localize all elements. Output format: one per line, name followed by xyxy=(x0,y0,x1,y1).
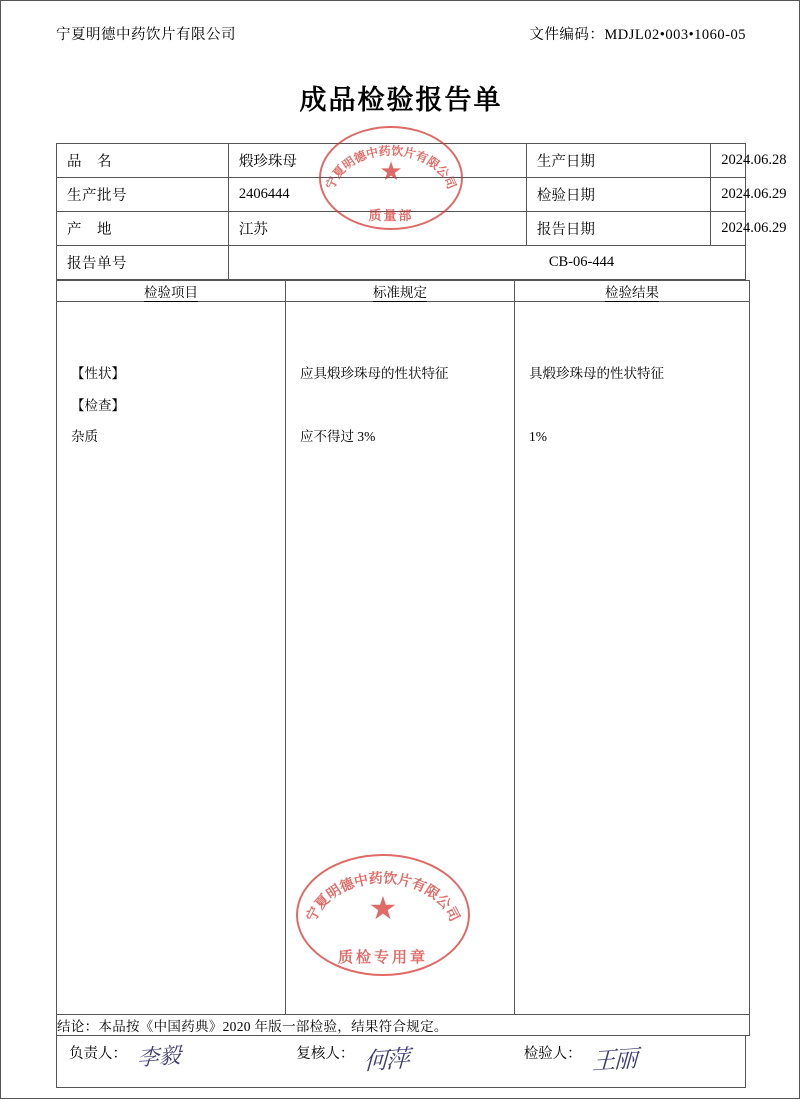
product-name-value: 煅珍珠母 xyxy=(228,144,526,178)
doc-code-label: 文件编码： xyxy=(529,27,605,43)
star-icon: ★ xyxy=(368,889,398,926)
production-date-label: 生产日期 xyxy=(526,144,710,178)
batch-value: 2406444 xyxy=(228,178,526,212)
star-icon: ★ xyxy=(379,157,403,186)
table-row xyxy=(57,144,746,178)
inspect-date-value: 2024.06.29 xyxy=(711,178,746,212)
results-values-cell xyxy=(515,302,750,1015)
origin-value: 江苏 xyxy=(228,212,526,246)
product-name-label-text: 品 名 xyxy=(67,154,112,170)
info-table xyxy=(56,143,787,280)
inspect-date-label: 检验日期 xyxy=(526,178,710,212)
results-col-standard-header: 标准规定 xyxy=(286,281,515,302)
results-header-row xyxy=(57,281,750,302)
table-row xyxy=(57,212,746,246)
table-row xyxy=(57,178,746,212)
report-no-cell xyxy=(228,246,745,280)
signature-reviewer xyxy=(284,1036,511,1075)
stamp-subtext: 质量部 xyxy=(368,208,414,223)
list-item: 应不得过 3% xyxy=(300,429,376,445)
document-body xyxy=(56,23,787,1088)
signature-value: 何萍 xyxy=(363,1046,409,1076)
batch-label: 生产批号 xyxy=(57,178,229,212)
signature-value: 王丽 xyxy=(591,1046,636,1076)
stamp-subtext: 质检专用章 xyxy=(337,950,428,966)
conclusion-label: 结论： xyxy=(57,1019,99,1034)
list-item: 【性状】 xyxy=(71,366,125,381)
signature-label: 复核人： xyxy=(296,1046,355,1062)
document-header xyxy=(56,23,746,44)
company-name: 宁夏明德中药饮片有限公司 xyxy=(56,27,236,43)
results-items-cell xyxy=(57,302,286,1015)
origin-label xyxy=(57,212,229,246)
report-date-label: 报告日期 xyxy=(526,212,710,246)
stamp-arc-label: 宁夏明德中药饮片有限公司 xyxy=(304,871,462,925)
signature-inspector xyxy=(512,1036,745,1075)
doc-code-value: MDJL02•003•1060-05 xyxy=(604,27,746,43)
list-item xyxy=(529,390,735,422)
doc-code xyxy=(529,23,746,44)
report-no-value: CB-06-444 xyxy=(548,254,615,270)
signature-label: 负责人： xyxy=(69,1046,127,1062)
results-table xyxy=(56,280,750,1036)
product-name-label xyxy=(57,144,229,178)
production-date-value: 2024.06.28 xyxy=(711,144,746,178)
conclusion-cell xyxy=(57,1015,750,1036)
table-row xyxy=(57,246,746,280)
origin-label-text: 产 地 xyxy=(67,222,112,238)
conclusion-text: 本品按《中国药典》2020 年版一部检验，结果符合规定。 xyxy=(98,1019,448,1034)
results-standards-cell xyxy=(286,302,515,1015)
signature-row xyxy=(56,1036,746,1088)
results-body-row xyxy=(57,302,750,1015)
signature-value: 李毅 xyxy=(136,1042,182,1071)
list-item: 具煅珍珠母的性状特征 xyxy=(529,366,664,381)
list-item: 应具煅珍珠母的性状特征 xyxy=(300,366,449,381)
stamp-arc-label: 宁夏明德中药饮片有限公司 xyxy=(323,143,459,192)
list-item xyxy=(300,390,500,422)
report-date-value: 2024.06.29 xyxy=(711,212,746,246)
report-no-label: 报告单号 xyxy=(57,246,229,280)
results-col-result-header: 检验结果 xyxy=(515,281,750,302)
list-item: 1% xyxy=(529,429,547,445)
signature-responsible xyxy=(57,1036,284,1071)
conclusion-row xyxy=(57,1015,750,1036)
list-item: 杂质 xyxy=(71,429,98,445)
results-col-item-header: 检验项目 xyxy=(57,281,286,302)
page-title: 成品检验报告单 xyxy=(299,85,503,115)
signature-label: 检验人： xyxy=(523,1046,582,1062)
list-item: 【检查】 xyxy=(71,397,125,413)
